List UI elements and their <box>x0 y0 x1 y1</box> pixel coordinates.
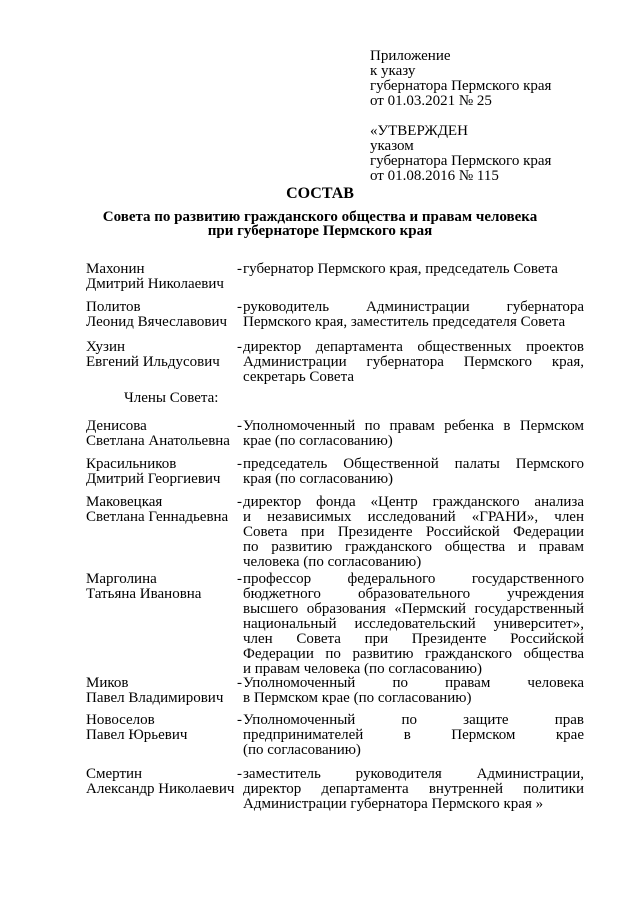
role-line: Пермского края, заместитель председателя Совета <box>243 314 566 330</box>
role-line: Уполномоченный по правам человека <box>243 675 584 691</box>
member-name <box>86 713 236 743</box>
dash-separator: - <box>237 418 242 434</box>
document-title: СОСТАВ <box>286 185 354 202</box>
role-line: директор департамента внутренней политики <box>243 781 584 797</box>
role-line: края (по согласованию) <box>243 471 394 487</box>
member-surname: Миков <box>86 675 129 691</box>
dash-separator: - <box>237 494 242 510</box>
role-line: и правам человека (по согласованию) <box>243 661 482 677</box>
role-line: заместитель руководителя Администрации, <box>243 766 584 782</box>
role-line: предпринимателей в Пермском крае <box>243 727 584 743</box>
member-surname: Политов <box>86 299 141 315</box>
role-line: член Совета при Президенте Российской <box>243 631 584 647</box>
dash-separator: - <box>237 456 242 472</box>
member-role <box>243 457 584 487</box>
role-line: в Пермском крае (по согласованию) <box>243 690 472 706</box>
document-subtitle-line: при губернаторе Пермского края <box>207 223 433 239</box>
role-line: национальный исследовательский университет», <box>243 616 584 632</box>
role-line: руководитель Администрации губернатора <box>243 299 584 315</box>
member-name <box>86 419 236 449</box>
role-line: по развитию гражданского общества и правам <box>243 539 584 555</box>
member-given-name: Евгений Ильдусович <box>86 354 220 370</box>
member-given-name: Татьяна Ивановна <box>86 586 202 602</box>
member-surname: Маковецкая <box>86 494 163 510</box>
role-line: губернатор Пермского края, председатель Совета <box>243 261 558 277</box>
appendix-line: от 01.03.2021 № 25 <box>370 93 492 109</box>
member-name <box>86 676 236 706</box>
member-given-name: Павел Юрьевич <box>86 727 188 743</box>
member-given-name: Дмитрий Николаевич <box>86 276 224 292</box>
dash-separator: - <box>237 675 242 691</box>
member-name <box>86 495 236 525</box>
member-name <box>86 767 236 797</box>
dash-separator: - <box>237 261 242 277</box>
members-section-label: Члены Совета: <box>124 390 219 406</box>
member-given-name: Леонид Вячеславович <box>86 314 228 330</box>
member-surname: Смертин <box>86 766 143 782</box>
role-line: секретарь Совета <box>243 369 354 385</box>
approved-block <box>370 124 600 184</box>
member-name <box>86 457 236 487</box>
role-line: Уполномоченный по защите прав <box>243 712 584 728</box>
role-line: директор фонда «Центр гражданского анализа <box>243 494 584 510</box>
appendix-line: Приложение <box>370 48 451 64</box>
document-subtitle-line: Совета по развитию гражданского общества и правам человека <box>102 209 538 225</box>
dash-separator: - <box>237 571 242 587</box>
member-surname: Новоселов <box>86 712 155 728</box>
dash-separator: - <box>237 766 242 782</box>
member-role <box>243 340 584 385</box>
member-given-name: Павел Владимирович <box>86 690 224 706</box>
member-role <box>243 676 584 706</box>
member-role <box>243 495 584 570</box>
role-line: Администрации губернатора Пермского края, <box>243 354 584 370</box>
appendix-line: к указу <box>370 63 416 79</box>
appendix-line: губернатора Пермского края <box>370 78 552 94</box>
role-line: и независимых исследований «ГРАНИ», член <box>243 509 584 525</box>
role-line: Федерации по развитию гражданского общества <box>243 646 584 662</box>
member-name <box>86 262 236 292</box>
member-surname: Хузин <box>86 339 125 355</box>
approved-line: указом <box>370 138 414 154</box>
member-surname: Красильников <box>86 456 177 472</box>
role-line: директор департамента общественных проектов <box>243 339 584 355</box>
member-given-name: Светлана Анатольевна <box>86 433 230 449</box>
member-role <box>243 419 584 449</box>
role-line: высшего образования «Пермский государственный <box>243 601 584 617</box>
role-line: Уполномоченный по правам ребенка в Пермском <box>243 418 584 434</box>
member-surname: Денисова <box>86 418 147 434</box>
member-name <box>86 572 236 602</box>
role-line: Администрации губернатора Пермского края » <box>243 796 544 812</box>
member-given-name: Светлана Геннадьевна <box>86 509 229 525</box>
member-role <box>243 262 584 277</box>
role-line: бюджетного образовательного учреждения <box>243 586 584 602</box>
approved-line: от 01.08.2016 № 115 <box>370 168 499 184</box>
member-surname: Марголина <box>86 571 157 587</box>
role-line: председатель Общественной палаты Пермского <box>243 456 584 472</box>
member-role <box>243 300 584 330</box>
role-line: человека (по согласованию) <box>243 554 422 570</box>
member-name <box>86 340 236 370</box>
approved-line: «УТВЕРЖДЕН <box>370 123 468 139</box>
dash-separator: - <box>237 299 242 315</box>
member-name <box>86 300 236 330</box>
member-given-name: Александр Николаевич <box>86 781 235 797</box>
member-role <box>243 767 584 812</box>
approved-line: губернатора Пермского края <box>370 153 552 169</box>
member-surname: Махонин <box>86 261 145 277</box>
member-given-name: Дмитрий Георгиевич <box>86 471 221 487</box>
role-line: профессор федерального государственного <box>243 571 584 587</box>
role-line: Совета при Президенте Российской Федерации <box>243 524 584 540</box>
dash-separator: - <box>237 712 242 728</box>
appendix-block <box>370 49 600 109</box>
member-role <box>243 572 584 677</box>
dash-separator: - <box>237 339 242 355</box>
role-line: (по согласованию) <box>243 742 361 758</box>
member-role <box>243 713 584 758</box>
role-line: крае (по согласованию) <box>243 433 393 449</box>
